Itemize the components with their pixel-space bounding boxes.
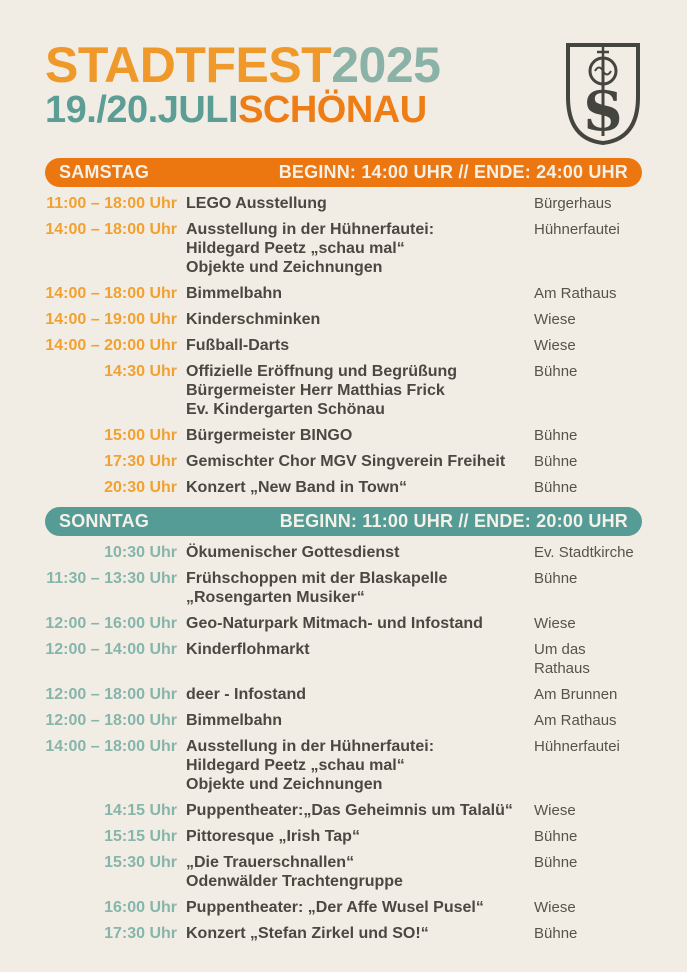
event-location: Am Rathaus bbox=[534, 284, 617, 302]
event-time: 17:30 Uhr bbox=[104, 924, 177, 942]
event-title bbox=[186, 220, 534, 277]
event-row bbox=[45, 711, 642, 730]
samstag-hours: BEGINN: 14:00 UHR // ENDE: 24:00 UHR bbox=[278, 161, 628, 182]
event-title-line: „Rosengarten Musiker“ bbox=[186, 588, 365, 606]
event-title-line: Bürgermeister Herr Matthias Frick bbox=[186, 381, 445, 399]
event-title bbox=[186, 569, 534, 607]
event-title-line: Objekte und Zeichnungen bbox=[186, 775, 383, 793]
event-time: 15:30 Uhr bbox=[104, 853, 177, 871]
event-title-line: Puppentheater:„Das Geheimnis um Talalü“ bbox=[186, 801, 513, 819]
event-title-line: Geo-Naturpark Mitmach- und Infostand bbox=[186, 614, 483, 632]
event-title-line: Hildegard Peetz „schau mal“ bbox=[186, 239, 405, 257]
event-location: Wiese bbox=[534, 898, 576, 916]
event-title bbox=[186, 614, 534, 633]
event-row bbox=[45, 898, 642, 917]
event-title bbox=[186, 362, 534, 419]
event-location: Bürgerhaus bbox=[534, 194, 612, 212]
event-time: 14:00 – 18:00 Uhr bbox=[45, 220, 177, 238]
event-location: Hühnerfautei bbox=[534, 220, 620, 238]
event-title-line: Pittoresque „Irish Tap“ bbox=[186, 827, 360, 845]
event-title bbox=[186, 924, 534, 943]
event-title bbox=[186, 194, 534, 213]
event-location: Hühnerfautei bbox=[534, 737, 620, 755]
event-row bbox=[45, 452, 642, 471]
event-time: 11:30 – 13:30 Uhr bbox=[46, 569, 177, 587]
event-row bbox=[45, 426, 642, 445]
event-title-line: Puppentheater: „Der Affe Wusel Pusel“ bbox=[186, 898, 484, 916]
event-title-line: Konzert „Stefan Zirkel und SO!“ bbox=[186, 924, 429, 942]
event-title-line: Gemischter Chor MGV Singverein Freiheit bbox=[186, 452, 506, 470]
event-location: Am Rathaus bbox=[534, 711, 617, 729]
event-title bbox=[186, 685, 534, 704]
event-time: 12:00 – 14:00 Uhr bbox=[45, 640, 177, 658]
event-title-line: Ev. Kindergarten Schönau bbox=[186, 400, 385, 418]
subtitle-city: SCHÖNAU bbox=[238, 89, 427, 131]
event-location: Wiese bbox=[534, 336, 576, 354]
event-row bbox=[45, 336, 642, 355]
event-time: 14:00 – 20:00 Uhr bbox=[45, 336, 177, 354]
event-row bbox=[45, 737, 642, 794]
event-time: 15:15 Uhr bbox=[104, 827, 177, 845]
sonntag-header-bar bbox=[45, 507, 642, 536]
event-title bbox=[186, 310, 534, 329]
event-location: Bühne bbox=[534, 853, 578, 871]
event-title bbox=[186, 827, 534, 846]
event-time: 10:30 Uhr bbox=[104, 543, 177, 561]
poster-title bbox=[45, 37, 642, 93]
event-title-line: Odenwälder Trachtengruppe bbox=[186, 872, 403, 890]
event-row bbox=[45, 194, 642, 213]
event-title-line: Kinderschminken bbox=[186, 310, 321, 328]
event-title-line: Bimmelbahn bbox=[186, 711, 283, 729]
event-title-line: Ausstellung in der Hühnerfautei: bbox=[186, 220, 435, 238]
event-time: 20:30 Uhr bbox=[104, 478, 177, 496]
event-location: Bühne bbox=[534, 452, 578, 470]
event-title bbox=[186, 853, 534, 891]
event-location: Bühne bbox=[534, 426, 578, 444]
event-time: 16:00 Uhr bbox=[104, 898, 177, 916]
poster-header bbox=[45, 37, 642, 143]
title-stadtfest: STADTFEST bbox=[45, 37, 332, 93]
event-title bbox=[186, 898, 534, 917]
event-row bbox=[45, 310, 642, 329]
event-time: 14:00 – 18:00 Uhr bbox=[45, 284, 177, 302]
event-row bbox=[45, 284, 642, 303]
event-time: 11:00 – 18:00 Uhr bbox=[46, 194, 177, 212]
event-time: 14:00 – 19:00 Uhr bbox=[45, 310, 177, 328]
event-row bbox=[45, 543, 642, 562]
event-location: Um das Rathaus bbox=[534, 640, 590, 677]
event-location: Wiese bbox=[534, 801, 576, 819]
event-title bbox=[186, 478, 534, 497]
event-location: Ev. Stadtkirche bbox=[534, 543, 634, 561]
event-location: Wiese bbox=[534, 310, 576, 328]
event-title bbox=[186, 426, 534, 445]
event-title bbox=[186, 336, 534, 355]
event-location: Bühne bbox=[534, 569, 578, 587]
event-location: Bühne bbox=[534, 827, 578, 845]
event-location: Wiese bbox=[534, 614, 576, 632]
section-samstag bbox=[45, 158, 642, 497]
sonntag-hours: BEGINN: 11:00 UHR // ENDE: 20:00 UHR bbox=[279, 510, 628, 531]
event-location: Bühne bbox=[534, 924, 578, 942]
event-time: 14:30 Uhr bbox=[104, 362, 177, 380]
event-location: Am Brunnen bbox=[534, 685, 618, 703]
event-title-line: „Die Trauerschnallen“ bbox=[186, 853, 355, 871]
event-title-line: Bimmelbahn bbox=[186, 284, 283, 302]
event-row bbox=[45, 640, 642, 678]
event-title-line: Ausstellung in der Hühnerfautei: bbox=[186, 737, 435, 755]
title-year: 2025 bbox=[331, 37, 441, 93]
subtitle-date: 19./20.JULI bbox=[45, 89, 239, 131]
event-location: Bühne bbox=[534, 478, 578, 496]
event-title bbox=[186, 543, 534, 562]
crest-letter: S bbox=[583, 79, 623, 143]
event-row bbox=[45, 362, 642, 419]
event-title bbox=[186, 801, 534, 820]
event-title bbox=[186, 452, 534, 471]
event-title-line: Konzert „New Band in Town“ bbox=[186, 478, 408, 496]
schoenau-crest-icon bbox=[564, 42, 642, 146]
event-time: 14:00 – 18:00 Uhr bbox=[45, 737, 177, 755]
event-row bbox=[45, 801, 642, 820]
event-title bbox=[186, 737, 534, 794]
event-row bbox=[45, 853, 642, 891]
event-time: 14:15 Uhr bbox=[104, 801, 177, 819]
event-row bbox=[45, 685, 642, 704]
samstag-header-bar bbox=[45, 158, 642, 187]
event-row bbox=[45, 220, 642, 277]
samstag-label: SAMSTAG bbox=[59, 161, 150, 182]
event-title-line: Fußball-Darts bbox=[186, 336, 290, 354]
event-title-line: Ökumenischer Gottesdienst bbox=[186, 543, 400, 561]
event-row bbox=[45, 478, 642, 497]
event-row bbox=[45, 827, 642, 846]
event-time: 15:00 Uhr bbox=[104, 426, 177, 444]
event-time: 12:00 – 16:00 Uhr bbox=[45, 614, 177, 632]
event-title-line: LEGO Ausstellung bbox=[186, 194, 327, 212]
event-title bbox=[186, 640, 534, 659]
event-title bbox=[186, 284, 534, 303]
event-title-line: Objekte und Zeichnungen bbox=[186, 258, 383, 276]
section-sonntag bbox=[45, 507, 642, 943]
event-row bbox=[45, 614, 642, 633]
poster-subtitle bbox=[45, 90, 642, 132]
sonntag-events bbox=[45, 543, 642, 943]
event-time: 17:30 Uhr bbox=[104, 452, 177, 470]
samstag-events bbox=[45, 194, 642, 497]
event-title-line: Hildegard Peetz „schau mal“ bbox=[186, 756, 405, 774]
event-time: 12:00 – 18:00 Uhr bbox=[45, 711, 177, 729]
event-title-line: Kinderflohmarkt bbox=[186, 640, 310, 658]
event-title-line: Offizielle Eröffnung und Begrüßung bbox=[186, 362, 458, 380]
event-title bbox=[186, 711, 534, 730]
event-location: Bühne bbox=[534, 362, 578, 380]
event-title-line: Bürgermeister BINGO bbox=[186, 426, 353, 444]
event-row bbox=[45, 569, 642, 607]
event-time: 12:00 – 18:00 Uhr bbox=[45, 685, 177, 703]
event-title-line: Frühschoppen mit der Blaskapelle bbox=[186, 569, 448, 587]
sonntag-label: SONNTAG bbox=[59, 510, 150, 531]
event-title-line: deer - Infostand bbox=[186, 685, 307, 703]
event-row bbox=[45, 924, 642, 943]
